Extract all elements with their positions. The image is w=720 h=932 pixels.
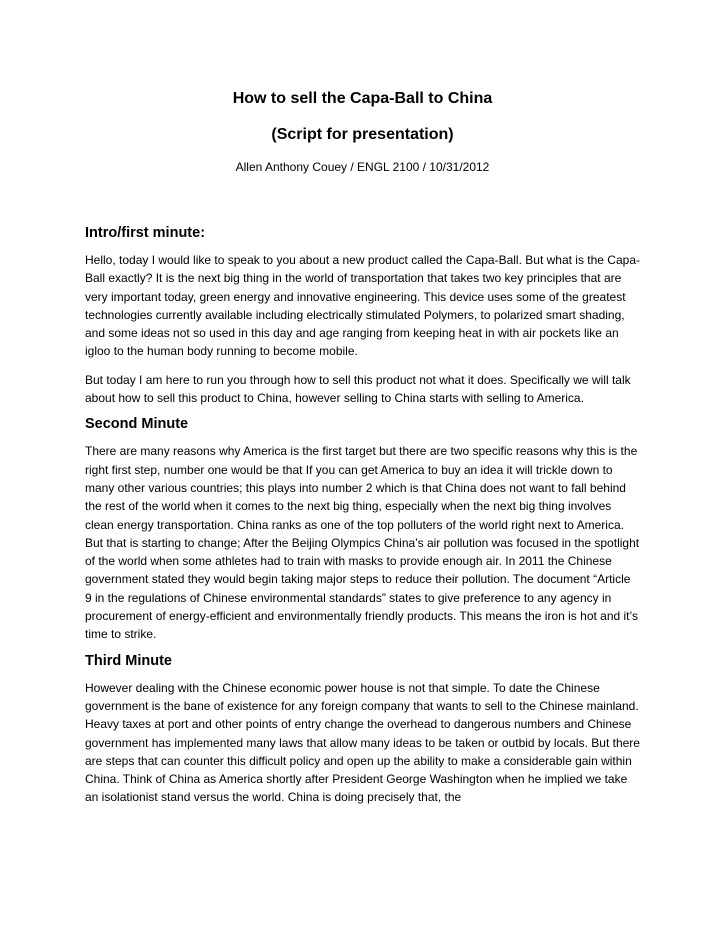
paragraph-intro-1: Hello, today I would like to speak to you about a new product called the Capa-Ball. But what is the Capa-Ball exactly? It is the next big thing in the world of transportation that takes two key principles that are very important today, green energy and innovative engineering. This device uses some of the greatest technologies currently available including electrically stimulated Polymers, to polarized smart shading, and some ideas not so used in this day and age ranging from keeping heat in with air pockets like an igloo to the human body running to become mobile. — [85, 253, 640, 359]
paragraph-intro-2: But today I am here to run you through how to sell this product not what it does. Specifically we will talk about how to sell this product to China, however selling to China starts with selling to America. — [85, 372, 631, 406]
document-subtitle: (Script for presentation) — [271, 126, 454, 143]
document-title: How to sell the Capa-Ball to China — [232, 90, 493, 107]
paragraph-third-minute: However dealing with the Chinese economic power house is not that simple. To date the Chinese government is the bane of existence for any foreign company that wants to sell to the Chinese mainland. Heavy taxes at port and other points of entry change the overhead to dangerous numbers and Chinese government has implemented many laws that allow many ideas to be taken or outbid by locals. But there are steps that can counter this difficult policy and open up the ability to make a considerable gain within China. Think of China as America shortly after President George Washington when he implied we take an isolationist stand versus the world. China is doing precisely that, the — [85, 680, 640, 805]
section-heading-intro: Intro/first minute: — [85, 225, 206, 241]
document-byline: Allen Anthony Couey / ENGL 2100 / 10/31/2012 — [235, 160, 490, 174]
paragraph-second-minute: There are many reasons why America is the first target but there are two specific reasons why this is the right first step, number one would be that If you can get America to buy an idea it will trickle down to many other various countries; this plays into number 2 which is that China does not want to fall behind the rest of the world when it comes to the next big thing, especially when the next big thing involves clean energy transportation. China ranks as one of the top polluters of the world right next to America. But that is starting to change; After the Beijing Olympics China’s air pollution was focused in the spotlight of the world when some athletes had to train with masks to provide enough air. In 2011 the Chinese government stated they would begin taking major steps to reduce their pollution. The document “Article 9 in the regulations of Chinese environmental standards” states to give preference to any agency in procurement of energy-efficient and environmentally friendly products. This means the iron is hot and it’s time to strike. — [85, 444, 640, 642]
section-heading-second-minute: Second Minute — [85, 416, 189, 433]
section-heading-third-minute: Third Minute — [85, 652, 172, 669]
